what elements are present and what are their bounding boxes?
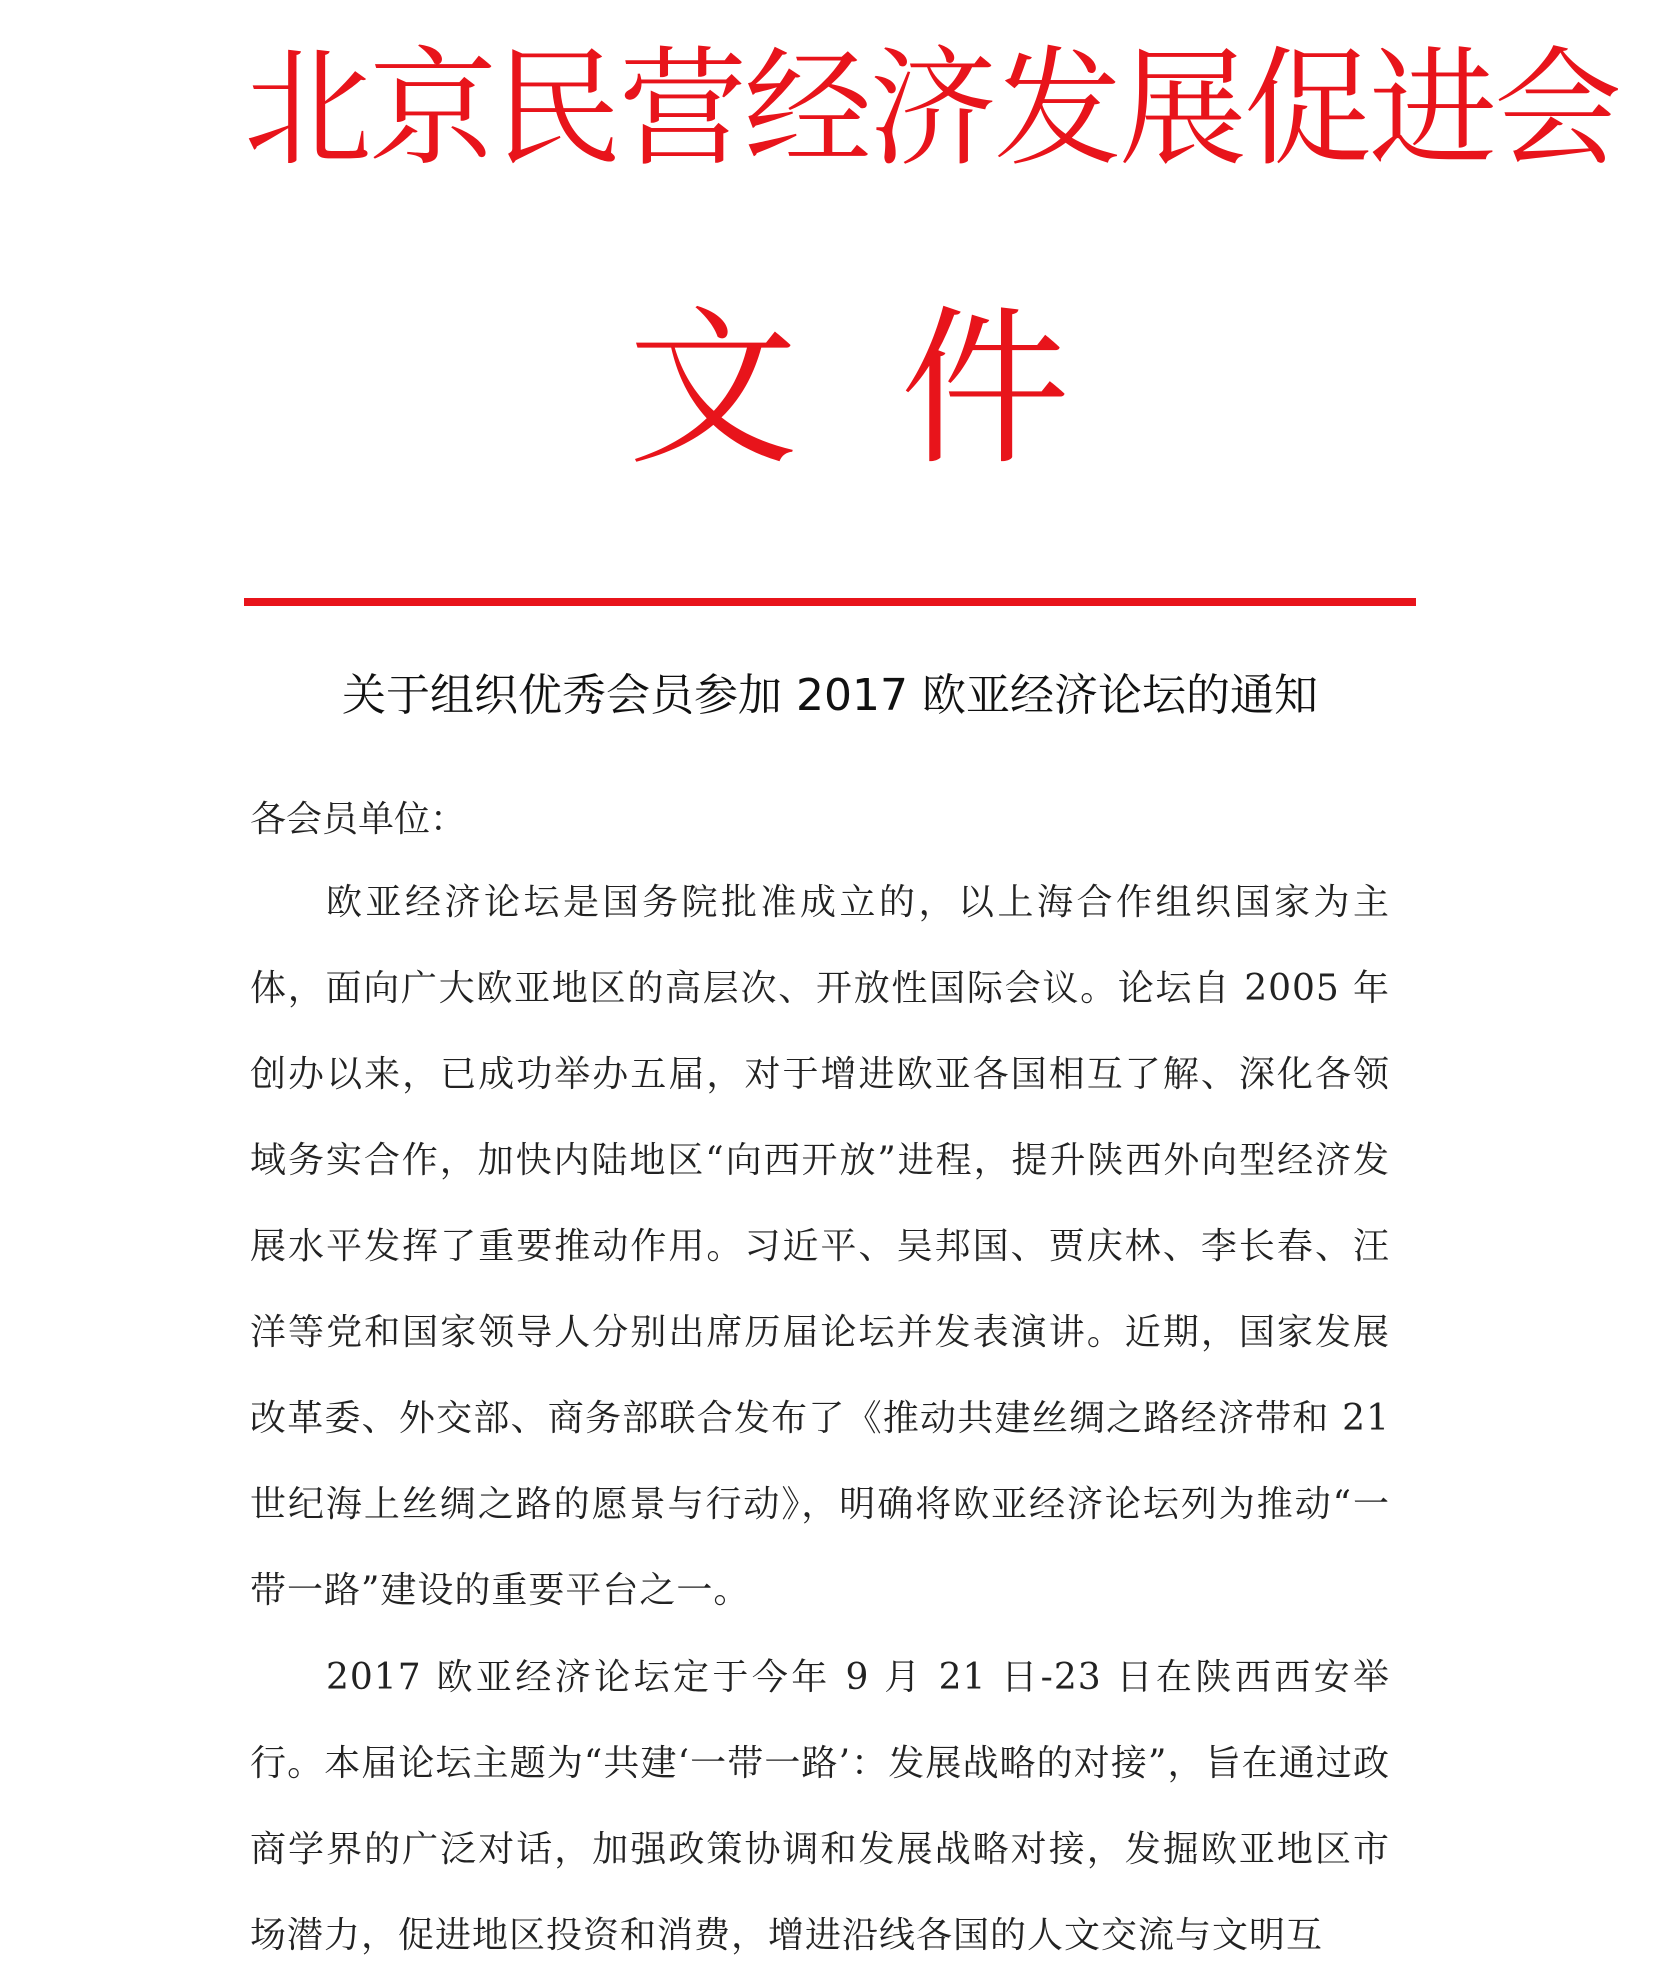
- document-type-char-2: 件: [900, 291, 1071, 489]
- red-header-divider: [244, 598, 1416, 606]
- organization-name-header: 北京民营经济发展促进会: [244, 35, 1620, 184]
- salutation: 各会员单位：: [250, 799, 467, 840]
- body-paragraph-2: 2017 欧亚经济论坛定于今年 9 月 21 日-23 日在陕西西安举行。本届论坛主题为“共建‘一带一路’：发展战略的对接”，旨在通过政商学界的广泛对话，加强政策协调和发展战略对接，发掘欧亚地区市场潜力，促进地区投资和消费，增进沿线各国的人文交流与文明互: [250, 1657, 1390, 1956]
- notice-title: 关于组织优秀会员参加 2017 欧亚经济论坛的通知: [342, 670, 1318, 721]
- body-paragraph-1: 欧亚经济论坛是国务院批准成立的，以上海合作组织国家为主体，面向广大欧亚地区的高层次、开放性国际会议。论坛自 2005 年创办以来，已成功举办五届，对于增进欧亚各国相互了解、深化各领域务实合作，加快内陆地区“向西开放”进程，提升陕西外向型经济发展水平发挥了重要推动作用。习近平、吴邦国、贾庆林、李长春、汪洋等党和国家领导人分别出席历届论坛并发表演讲。近期，国家发展改革委、外交部、商务部联合发布了《推动共建丝绸之路经济带和 21 世纪海上丝绸之路的愿景与行动》，明确将欧亚经济论坛列为推动“一带一路”建设的重要平台之一。: [250, 882, 1390, 1611]
- document-type-char-1: 文: [628, 291, 799, 489]
